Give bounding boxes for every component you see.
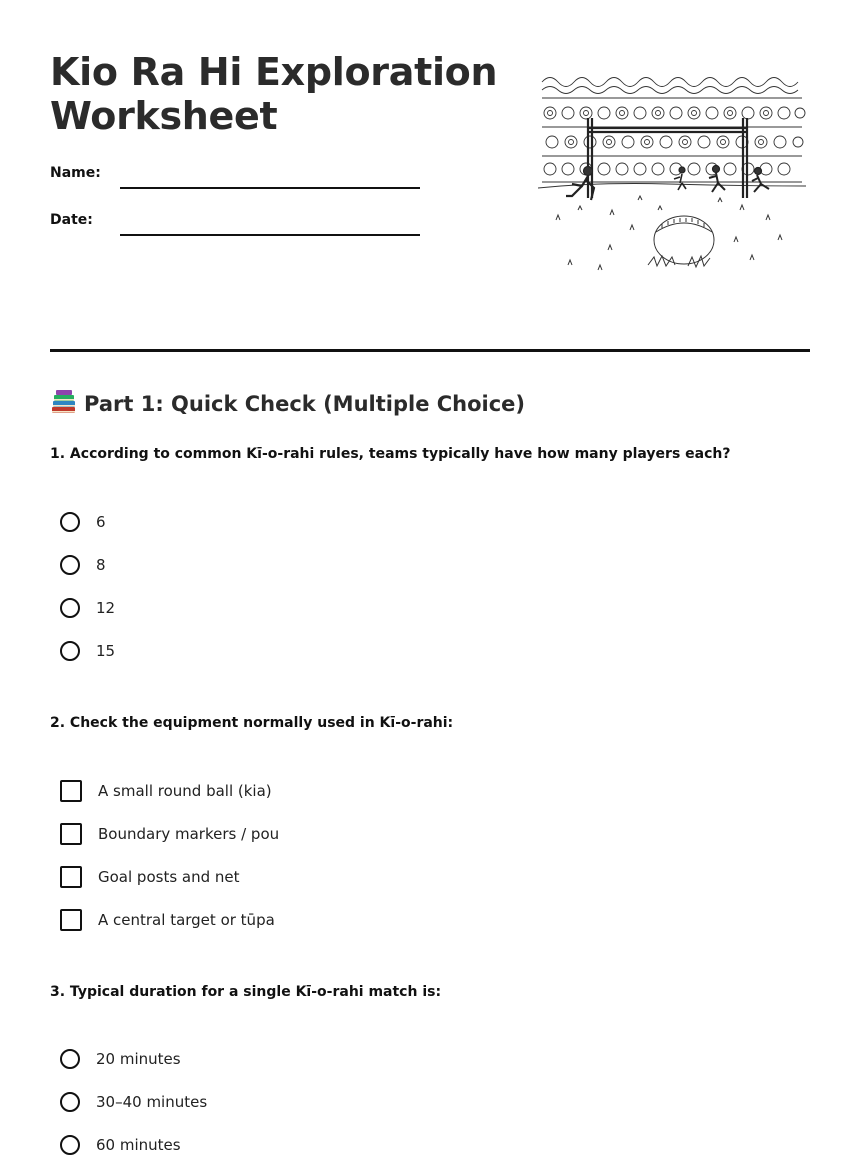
kiorahi-field-illustration: [538, 70, 806, 285]
radio-button[interactable]: [60, 1049, 80, 1069]
question-2-text: 2. Check the equipment normally used in Kī-o-rahi:: [50, 715, 454, 731]
q3-option-3-label: 60 minutes: [96, 1136, 181, 1154]
q1-option-2[interactable]: [60, 552, 106, 578]
checkbox[interactable]: [60, 909, 82, 931]
checkbox[interactable]: [60, 780, 82, 802]
checkbox[interactable]: [60, 866, 82, 888]
radio-button[interactable]: [60, 1135, 80, 1155]
q2-option-2[interactable]: [60, 821, 279, 847]
books-icon: [50, 388, 78, 416]
q1-option-3[interactable]: [60, 595, 115, 621]
section-divider: [50, 349, 810, 352]
radio-button[interactable]: [60, 641, 80, 661]
checkbox[interactable]: [60, 823, 82, 845]
radio-button[interactable]: [60, 1092, 80, 1112]
q3-option-1-label: 20 minutes: [96, 1050, 181, 1068]
part-1-heading: [50, 388, 525, 416]
q1-option-3-label: 12: [96, 599, 116, 617]
q3-option-1[interactable]: [60, 1046, 181, 1072]
question-1-text: 1. According to common Kī-o-rahi rules, teams typically have how many players each?: [50, 446, 731, 462]
question-3-text: 3. Typical duration for a single Kī-o-rahi match is:: [50, 984, 442, 1000]
part-1-title: Part 1: Quick Check (Multiple Choice): [84, 392, 526, 416]
q2-option-1-label: A small round ball (kia): [98, 782, 272, 800]
name-field[interactable]: [120, 187, 420, 189]
radio-button[interactable]: [60, 555, 80, 575]
radio-button[interactable]: [60, 512, 80, 532]
title-line-2: Worksheet: [50, 94, 278, 138]
q1-option-4-label: 15: [96, 642, 116, 660]
q2-option-4-label: A central target or tūpa: [98, 911, 275, 929]
q1-option-4[interactable]: [60, 638, 115, 664]
date-label: Date:: [50, 212, 93, 228]
q3-option-2[interactable]: [60, 1089, 207, 1115]
q1-option-2-label: 8: [96, 556, 106, 574]
date-field[interactable]: [120, 234, 420, 236]
q2-option-3[interactable]: [60, 864, 240, 890]
radio-button[interactable]: [60, 598, 80, 618]
q2-option-4[interactable]: [60, 907, 275, 933]
q1-option-1-label: 6: [96, 513, 106, 531]
q1-option-1[interactable]: [60, 509, 106, 535]
q2-option-3-label: Goal posts and net: [98, 868, 240, 886]
q3-option-3[interactable]: [60, 1132, 181, 1158]
q2-option-2-label: Boundary markers / pou: [98, 825, 280, 843]
title-line-1: Kio Ra Hi Exploration: [50, 50, 498, 94]
q2-option-1[interactable]: [60, 778, 272, 804]
q3-option-2-label: 30–40 minutes: [96, 1093, 208, 1111]
name-label: Name:: [50, 165, 101, 181]
worksheet-title: [50, 50, 520, 138]
